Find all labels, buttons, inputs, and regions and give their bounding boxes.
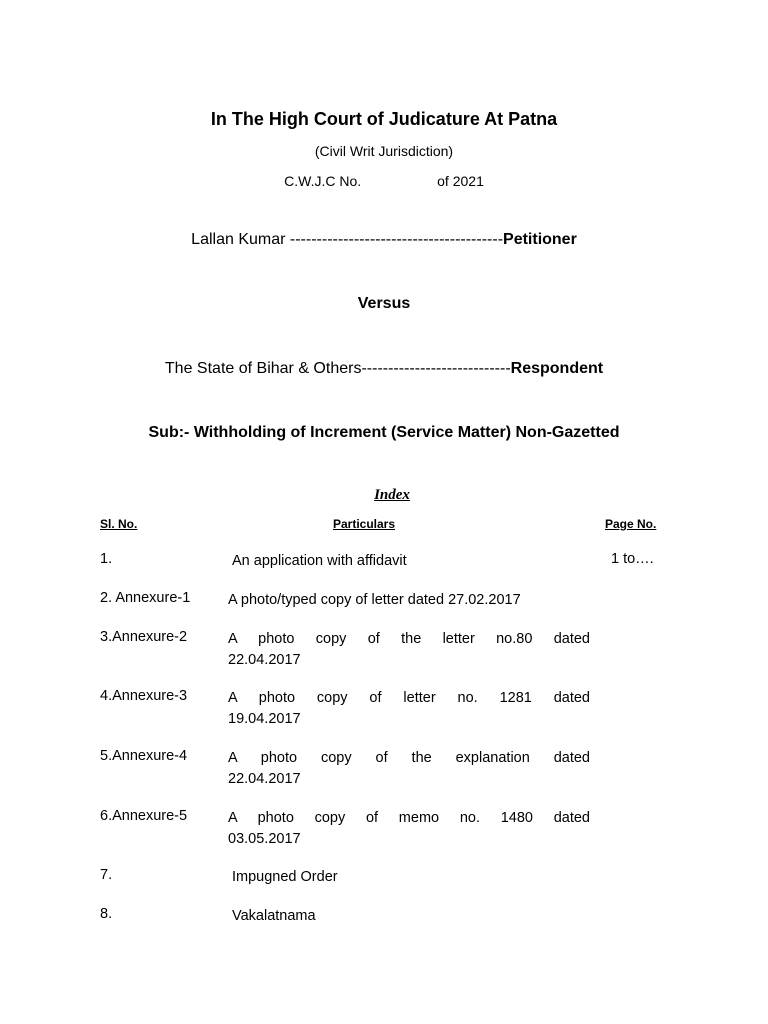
case-number-line [0, 173, 768, 189]
row-particulars-line: Vakalatnama [232, 908, 316, 924]
jurisdiction-line: (Civil Writ Jurisdiction) [314, 143, 454, 159]
case-year: of 2021 [437, 173, 484, 189]
row-particulars [228, 808, 590, 850]
petitioner-dashes: ---------------------------------------- [289, 231, 504, 248]
respondent-name: The State of Bihar & Others [164, 360, 362, 377]
petitioner-name: Lallan Kumar [191, 231, 290, 248]
row-particulars-line: A photo copy of the letter no.80 dated [228, 631, 590, 647]
row-particulars-line: A photo/typed copy of letter dated 27.02.2017 [228, 592, 521, 608]
versus-line: Versus [357, 295, 411, 312]
row-particulars [232, 867, 594, 888]
row-particulars-date: 22.04.2017 [228, 771, 301, 787]
row-particulars [232, 906, 594, 927]
row-particulars [232, 551, 594, 572]
row-particulars-date: 22.04.2017 [228, 652, 301, 668]
row-sl-no: 2. Annexure-1 [100, 590, 191, 606]
respondent-line [0, 360, 768, 378]
respondent-label: Respondent [510, 360, 604, 377]
court-title: In The High Court of Judicature At Patna [210, 109, 558, 129]
row-particulars-line: A photo copy of the explanation dated [228, 750, 590, 766]
subject-line: Sub:- Withholding of Increment (Service Matter) Non-Gazetted [148, 424, 620, 441]
petitioner-label: Petitioner [503, 231, 577, 248]
row-particulars-date: 03.05.2017 [228, 831, 301, 847]
index-title: Index [374, 487, 410, 503]
index-header-particulars: Particulars [332, 517, 396, 531]
index-header-page-no: Page No. [605, 517, 657, 531]
row-sl-no: 7. [100, 867, 113, 883]
row-sl-no: 4.Annexure-3 [100, 688, 188, 704]
row-particulars-line: Impugned Order [232, 869, 338, 885]
row-particulars [228, 629, 590, 671]
row-particulars [228, 688, 590, 730]
row-sl-no: 3.Annexure-2 [100, 629, 188, 645]
row-sl-no: 6.Annexure-5 [100, 808, 188, 824]
row-particulars-line: A photo copy of letter no. 1281 dated [228, 690, 590, 706]
row-particulars-line: An application with affidavit [232, 553, 407, 569]
row-particulars-date: 19.04.2017 [228, 711, 301, 727]
row-page-no: 1 to…. [611, 551, 654, 567]
row-sl-no: 5.Annexure-4 [100, 748, 188, 764]
row-sl-no: 8. [100, 906, 113, 922]
row-particulars-line: A photo copy of memo no. 1480 dated [228, 810, 590, 826]
row-particulars [228, 590, 590, 611]
row-sl-no: 1. [100, 551, 113, 567]
case-number-prefix: C.W.J.C No. [284, 173, 362, 189]
petitioner-line [0, 231, 768, 249]
index-header-sl-no: Sl. No. [100, 517, 138, 531]
respondent-dashes: ---------------------------- [361, 360, 511, 377]
row-particulars [228, 748, 590, 790]
